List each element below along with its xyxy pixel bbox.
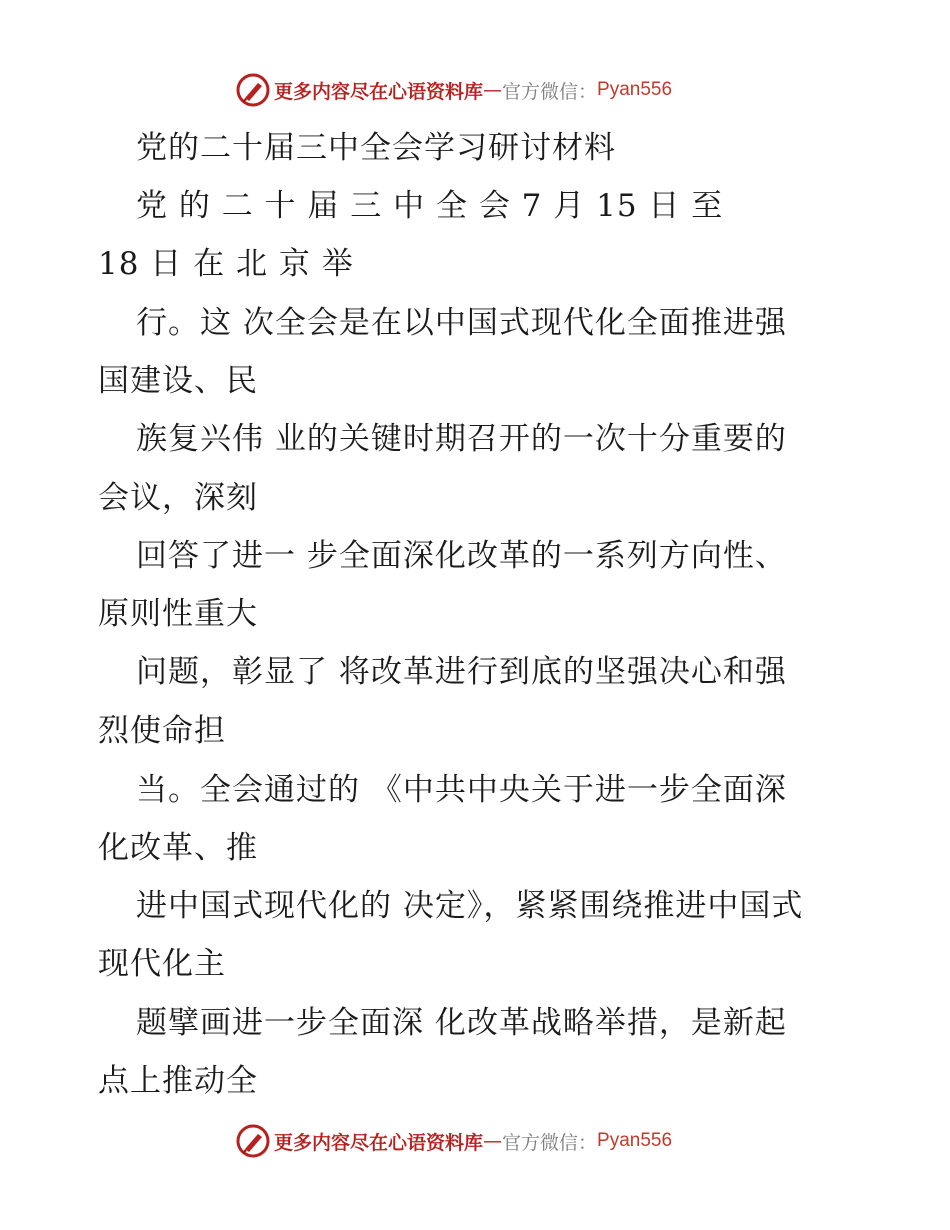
text-line: 回答了进一 步全面深化改革的一系列方向性、 [136, 538, 787, 574]
text-line: 国建设、民 [98, 363, 258, 399]
document-title: 党的二十届三中全会学习研讨材料 [136, 130, 616, 166]
text-line: 烈使命担 [98, 713, 226, 749]
pen-logo-icon [236, 73, 270, 107]
watermark-site-text: 更多内容尽在心语资料库 [274, 80, 484, 103]
text-line: 党 的 二 十 届 三 中 全 会 7 月 15 日 至 [136, 188, 724, 224]
text-line: 化改革、推 [98, 830, 258, 866]
text-line: 族复兴伟 业的关键时期召开的一次十分重要的 [136, 421, 787, 457]
watermark-account: Pyan556 [597, 79, 673, 100]
text-line: 18 日 在 北 京 举 [98, 246, 354, 282]
watermark-official-label: 官方微信： [502, 1131, 598, 1154]
header-watermark [236, 73, 672, 107]
text-line: 行。这 次全会是在以中国式现代化全面推进强 [136, 305, 787, 341]
watermark-official-label: 官方微信： [502, 80, 598, 103]
watermark-dash: — [483, 1130, 503, 1152]
watermark-account: Pyan556 [597, 1130, 673, 1151]
text-line: 点上推动全 [98, 1063, 258, 1099]
watermark-dash: — [483, 79, 503, 101]
text-line: 会议，深刻 [98, 480, 258, 516]
text-line: 问题，彰显了 将改革进行到底的坚强决心和强 [136, 654, 787, 690]
text-line: 当。全会通过的 《中共中央关于进一步全面深 [136, 772, 787, 808]
text-line: 题擘画进一步全面深 化改革战略举措，是新起 [136, 1005, 787, 1041]
text-line: 原则性重大 [98, 596, 258, 632]
footer-watermark [236, 1124, 672, 1158]
watermark-site-text: 更多内容尽在心语资料库 [274, 1131, 484, 1154]
text-line: 进中国式现代化的 决定》，紧紧围绕推进中国式 [136, 888, 804, 924]
text-line: 现代化主 [98, 946, 226, 982]
pen-logo-icon [236, 1124, 270, 1158]
